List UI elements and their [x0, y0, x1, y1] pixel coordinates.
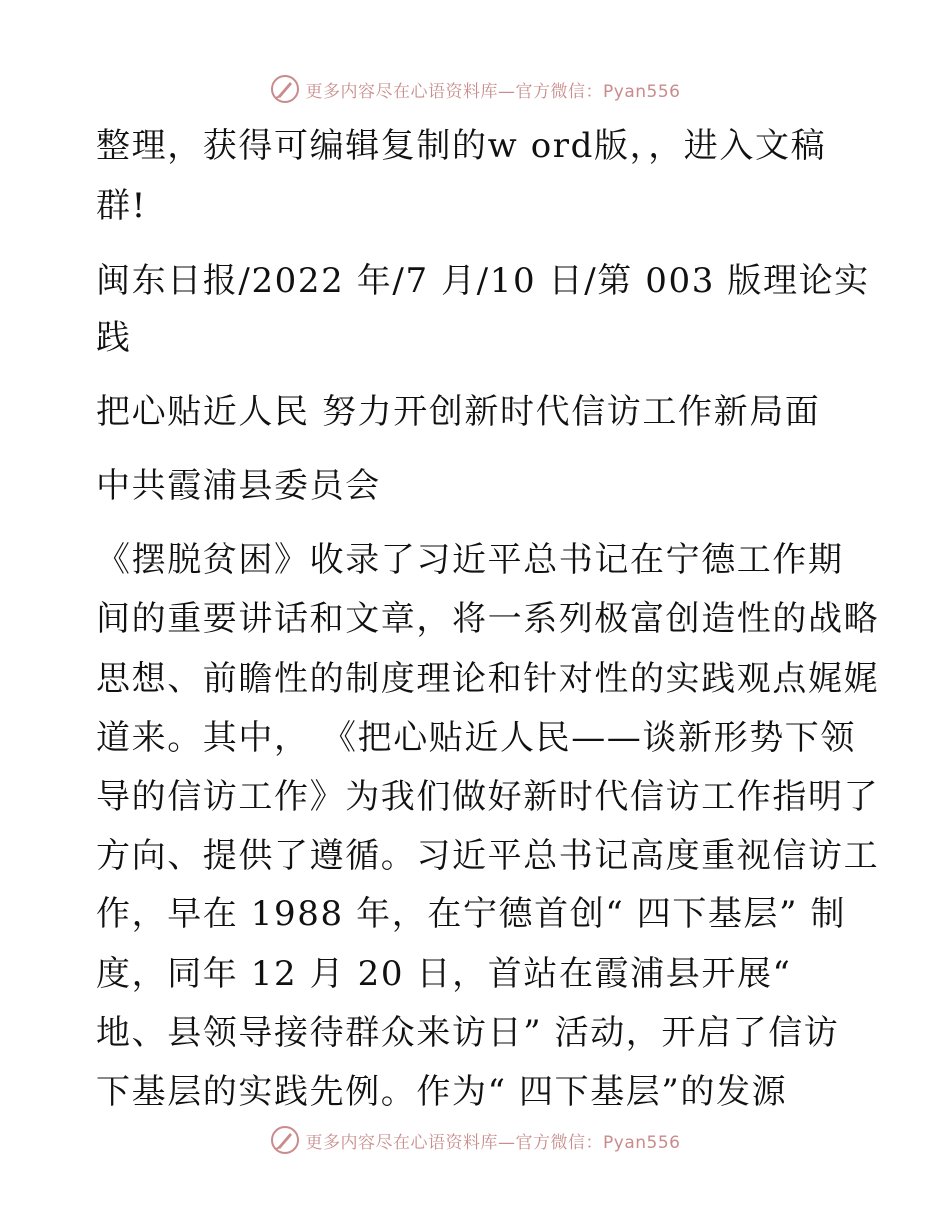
body-line: 下基层的实践先例。作为“ 四下基层”的发源	[96, 1072, 788, 1112]
intro-line-2: 群!	[96, 186, 147, 226]
body-line: 作，早在 1988 年，在宁德首创“ 四下基层” 制	[96, 894, 847, 934]
body-line: 地、县领导接待群众来访日” 活动，开启了信访	[96, 1013, 840, 1053]
article-title: 把心贴近人民 努力开创新时代信访工作新局面	[96, 392, 821, 432]
source-line-2: 践	[96, 318, 132, 358]
body-line: 道来。其中， 《把心贴近人民——谈新形势下领	[96, 718, 857, 758]
body-line: 间的重要讲话和文章，将一系列极富创造性的战略	[96, 599, 880, 639]
header-banner	[0, 74, 950, 104]
source-line-1: 闽东日报/2022 年/7 月/10 日/第 003 版理论实	[96, 261, 870, 301]
body-line: 《摆脱贫困》收录了习近平总书记在宁德工作期	[96, 540, 844, 580]
footer-banner-text: 更多内容尽在心语资料库—官方微信：Pyan556	[305, 1132, 681, 1153]
quill-logo-icon	[270, 74, 300, 104]
body-line: 思想、前瞻性的制度理论和针对性的实践观点娓娓	[96, 659, 880, 699]
header-banner-text: 更多内容尽在心语资料库—官方微信：Pyan556	[305, 81, 681, 102]
intro-line-1: 整理，获得可编辑复制的w ord版，，进入文稿	[96, 126, 827, 166]
body-line: 度，同年 12 月 20 日，首站在霞浦县开展“	[96, 954, 792, 994]
body-line: 方向、提供了遵循。习近平总书记高度重视信访工	[96, 836, 880, 876]
body-line: 导的信访工作》为我们做好新时代信访工作指明了	[96, 777, 880, 817]
footer-banner	[0, 1125, 950, 1155]
article-author: 中共霞浦县委员会	[96, 466, 381, 506]
quill-logo-icon	[270, 1125, 300, 1155]
